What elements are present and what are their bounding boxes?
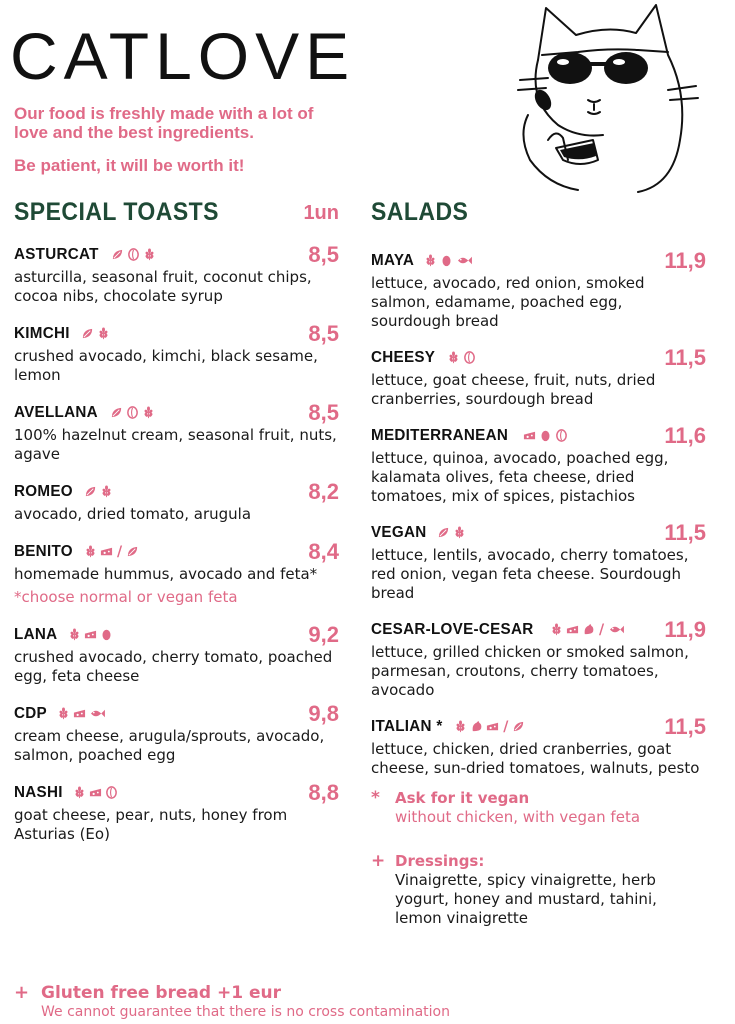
item-description: avocado, dried tomato, arugula — [14, 505, 252, 523]
nut-icon — [105, 784, 118, 803]
cheese-icon — [523, 427, 536, 446]
wheat-icon — [550, 621, 563, 640]
wheat-icon — [142, 404, 155, 423]
item-price: 8,8 — [308, 780, 339, 805]
item-price: 8,5 — [308, 242, 339, 267]
chicken-icon — [582, 621, 595, 640]
item-description: cream cheese, arugula/sprouts, avocado, salmon, poached egg — [14, 727, 325, 764]
nut-icon — [463, 349, 476, 368]
allergen-icons — [523, 427, 568, 446]
item-description: crushed avocado, cherry tomato, poached egg, feta cheese — [14, 648, 333, 685]
allergen-icons — [57, 705, 106, 724]
item-name: KIMCHI — [14, 325, 70, 342]
item-name: ROMEO — [14, 483, 73, 500]
asterisk-mark: * — [371, 788, 380, 808]
menu-item — [14, 701, 339, 765]
item-description: lettuce, chicken, dried cranberries, goat cheese, sun-dried tomatoes, walnuts, pesto — [371, 740, 700, 777]
intro-text — [14, 104, 334, 189]
menu-item — [14, 242, 339, 306]
chicken-icon — [470, 718, 483, 737]
cheese-icon — [84, 626, 97, 645]
gluten-free-title: Gluten free bread +1 eur — [41, 983, 281, 1003]
wheat-icon — [68, 626, 81, 645]
allergen-icons — [454, 718, 525, 737]
menu-item — [14, 400, 339, 464]
item-name: CHEESY — [371, 349, 436, 366]
menu-item — [371, 345, 706, 409]
vegan-note-title: Ask for it vegan — [395, 789, 530, 807]
allergen-icons — [424, 252, 473, 271]
item-description: lettuce, goat cheese, fruit, nuts, dried cranberries, sourdough bread — [371, 371, 656, 408]
item-price: 11,5 — [664, 520, 706, 545]
item-description: homemade hummus, avocado and feta* — [14, 565, 318, 583]
cheese-icon — [566, 621, 579, 640]
dressings-body: Vinaigrette, spicy vinaigrette, herb yogurt, honey and mustard, tahini, lemon vinaigrette — [395, 871, 657, 927]
menu-item — [14, 539, 339, 607]
menu-item — [14, 780, 339, 844]
item-description: crushed avocado, kimchi, black sesame, lemon — [14, 347, 318, 384]
catlove-logo — [10, 19, 360, 93]
item-name: CESAR-LOVE-CESAR — [371, 621, 534, 638]
allergen-icons — [447, 349, 476, 368]
allergen-icons — [73, 784, 118, 803]
item-description: lettuce, grilled chicken or smoked salmon, parmesan, croutons, cherry tomatoes, avocado — [371, 643, 689, 699]
item-price: 11,5 — [664, 345, 706, 370]
allergen-icons — [437, 524, 466, 543]
item-description: lettuce, lentils, avocado, cherry tomatoes, red onion, vegan feta cheese. Sourdough bread — [371, 546, 689, 602]
leaf-icon — [126, 543, 139, 562]
vegan-note-body: without chicken, with vegan feta — [395, 808, 641, 826]
egg-icon — [440, 252, 453, 271]
item-name: AVELLANA — [14, 404, 98, 421]
unit-label: 1un — [303, 202, 339, 224]
item-price: 8,5 — [308, 400, 339, 425]
item-name: ITALIAN * — [371, 718, 443, 735]
wheat-icon — [454, 718, 467, 737]
item-price: 9,8 — [308, 701, 339, 726]
allergen-icons — [68, 626, 113, 645]
leaf-icon — [512, 718, 525, 737]
item-name: VEGAN — [371, 524, 427, 541]
cross-contamination-note: We cannot guarantee that there is no cross contamination — [41, 1004, 450, 1020]
plus-mark: + — [371, 851, 386, 871]
item-description: lettuce, avocado, red onion, smoked salmon, edamame, poached egg, sourdough bread — [371, 274, 645, 330]
salad-list — [371, 248, 706, 778]
cheese-icon — [486, 718, 499, 737]
slash-separator: / — [599, 622, 605, 638]
menu-item — [14, 479, 339, 524]
salads-section — [371, 198, 706, 928]
nut-icon — [127, 246, 140, 265]
wheat-icon — [57, 705, 70, 724]
item-name: LANA — [14, 626, 58, 643]
menu-item — [371, 248, 706, 331]
wheat-icon — [453, 524, 466, 543]
cat-with-sunglasses-illustration — [508, 0, 708, 195]
slash-separator: / — [503, 719, 509, 735]
menu-item — [371, 714, 706, 778]
menu-item — [14, 321, 339, 385]
item-name: MEDITERRANEAN — [371, 427, 509, 444]
item-name: CDP — [14, 705, 47, 722]
item-description: goat cheese, pear, nuts, honey from Asturias (Eo) — [14, 806, 288, 843]
cheese-icon — [89, 784, 102, 803]
fish-icon — [89, 705, 106, 724]
wheat-icon — [84, 543, 97, 562]
allergen-icons — [111, 246, 156, 265]
allergen-icons — [81, 325, 110, 344]
item-description: 100% hazelnut cream, seasonal fruit, nuts, agave — [14, 426, 337, 463]
wheat-icon — [97, 325, 110, 344]
allergen-icons — [84, 543, 139, 562]
allergen-icons — [84, 483, 113, 502]
item-price: 8,5 — [308, 321, 339, 346]
fish-icon — [456, 252, 473, 271]
leaf-icon — [111, 246, 124, 265]
wheat-icon — [143, 246, 156, 265]
item-price: 11,9 — [664, 617, 706, 642]
leaf-icon — [110, 404, 123, 423]
item-name: MAYA — [371, 252, 415, 269]
item-price: 11,5 — [664, 714, 706, 739]
gluten-free-footer — [14, 982, 614, 1021]
egg-icon — [539, 427, 552, 446]
item-price: 11,9 — [664, 248, 706, 273]
dressings-title: Dressings: — [395, 852, 485, 870]
wheat-icon — [424, 252, 437, 271]
nut-icon — [126, 404, 139, 423]
dressings-block — [371, 851, 706, 928]
menu-item — [14, 622, 339, 686]
logo-text: CATLOVE — [10, 19, 356, 93]
egg-icon — [100, 626, 113, 645]
fish-icon — [608, 621, 625, 640]
item-description: lettuce, quinoa, avocado, poached egg, kalamata olives, feta cheese, dried tomatoes, mix of spices, pistachios — [371, 449, 669, 505]
item-price: 8,4 — [308, 539, 339, 564]
menu-item — [371, 617, 706, 700]
item-note: *choose normal or vegan feta — [14, 588, 238, 606]
cheese-icon — [100, 543, 113, 562]
vegan-note — [371, 788, 706, 827]
allergen-icons — [110, 404, 155, 423]
menu-item — [371, 520, 706, 603]
item-name: ASTURCAT — [14, 246, 99, 263]
item-price: 11,6 — [664, 423, 706, 448]
leaf-icon — [81, 325, 94, 344]
item-price: 8,2 — [308, 479, 339, 504]
section-title-special-toasts: SPECIAL TOASTS — [14, 198, 219, 226]
wheat-icon — [100, 483, 113, 502]
leaf-icon — [84, 483, 97, 502]
wheat-icon — [73, 784, 86, 803]
nut-icon — [555, 427, 568, 446]
item-description: asturcilla, seasonal fruit, coconut chips, cocoa nibs, chocolate syrup — [14, 268, 312, 305]
menu-item — [371, 423, 706, 506]
plus-mark: + — [14, 982, 30, 1003]
slash-separator: / — [116, 544, 123, 560]
leaf-icon — [437, 524, 450, 543]
toast-list — [14, 242, 339, 844]
intro-line-be-patient: Be patient, it will be worth it! — [14, 156, 245, 175]
allergen-icons — [550, 621, 625, 640]
item-name: BENITO — [14, 543, 73, 560]
cheese-icon — [73, 705, 86, 724]
section-title-salads: SALADS — [371, 198, 469, 226]
item-name: NASHI — [14, 784, 63, 801]
special-toasts-section — [14, 198, 339, 844]
wheat-icon — [447, 349, 460, 368]
item-price: 9,2 — [308, 622, 339, 647]
intro-line-freshly-made: Our food is freshly made with a lot of love and the best ingredients. — [14, 104, 314, 142]
